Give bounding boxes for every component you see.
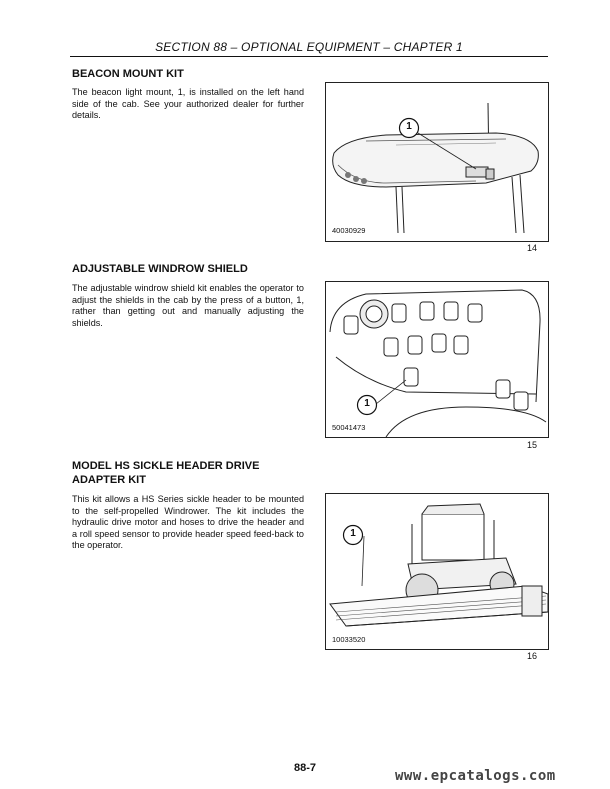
figure-code: 40030929 — [332, 226, 366, 235]
cab-roof-illustration — [326, 83, 548, 241]
figure-number-15: 15 — [527, 440, 538, 450]
section-heading-line1: MODEL HS SICKLE HEADER DRIVE — [72, 460, 260, 472]
watermark: www.epcatalogs.com — [395, 768, 556, 784]
page-header-title: SECTION 88 – OPTIONAL EQUIPMENT – CHAPTER 1 — [155, 40, 463, 54]
callout-label: 1 — [406, 121, 412, 132]
section-heading-beacon: BEACON MOUNT KIT — [72, 68, 184, 80]
section-heading-line2: ADAPTER KIT — [72, 474, 146, 486]
figure-windrow-shield — [325, 281, 549, 438]
windrower-illustration — [326, 494, 548, 649]
callout-label: 1 — [364, 398, 370, 409]
page-number: 88-7 — [293, 762, 317, 774]
figure-number-16: 16 — [527, 651, 538, 661]
section-body-beacon: The beacon light mount, 1, is installed on the left hand side of the cab. See your authorized dealer for further details. — [72, 87, 304, 121]
figure-sickle-header — [325, 493, 549, 650]
section-body-windrow: The adjustable windrow shield kit enables the operator to adjust the shields in the cab by the press of a button, 1, rather than getting out and manually adjusting the shields. — [72, 283, 304, 328]
header-rule — [70, 56, 548, 57]
callout-label: 1 — [350, 528, 356, 539]
section-heading-sickle — [72, 459, 302, 487]
figure-code: 50041473 — [332, 423, 366, 432]
section-heading-windrow: ADJUSTABLE WINDROW SHIELD — [72, 263, 248, 275]
figure-number-14: 14 — [527, 243, 538, 253]
figure-beacon-mount — [325, 82, 549, 242]
figure-code: 10033520 — [332, 635, 366, 644]
section-body-sickle: This kit allows a HS Series sickle header to be mounted to the self-propelled Windrower. The kit includes the hydraulic drive motor and hoses to drive the header and a roll speed sensor to provide header speed feed-back to the operator. — [72, 494, 304, 551]
